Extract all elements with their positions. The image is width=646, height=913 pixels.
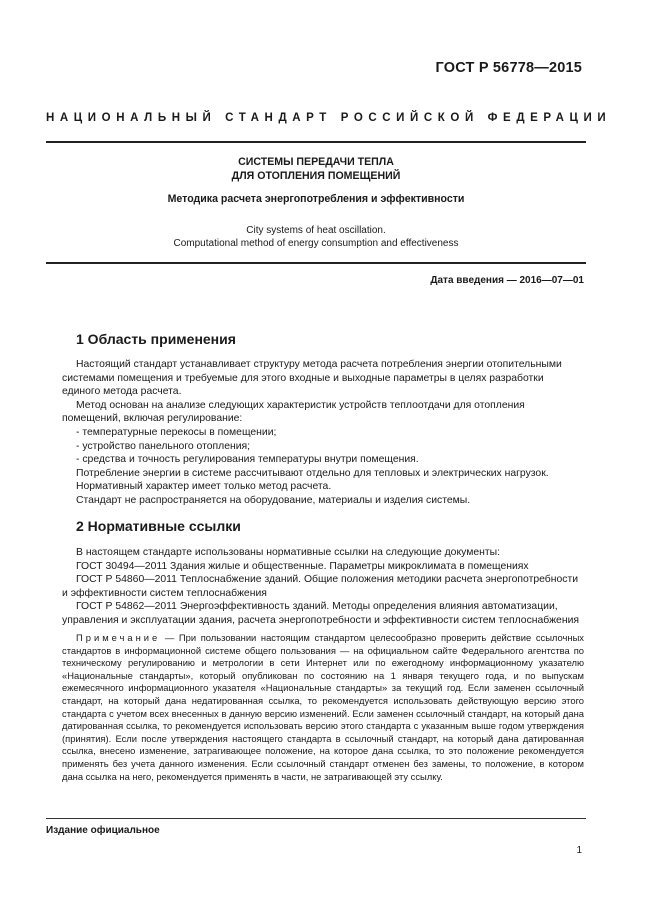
header-divider: [46, 141, 586, 143]
list-item: - устройство панельного отопления;: [76, 440, 251, 452]
note-text: — При пользовании настоящим стандартом целесообразно проверить действие ссылочных стандартов в информационной системе общего пользования — на официальном сайте Федерального агентства по техническому регулированию и метрологии в сети Интернет или по ежегодному информационному указателю «Национальные стандарты», который опубликован по состоянию на 1 января текущего года, и по выпускам ежемесячного информационного указателя «Национальные стандарты» за текущий год. Если заменен ссылочный стандарт, на который дана недатированная ссылка, то рекомендуется использовать действующую версию этого стандарта с учетом всех внесенных в данную версию изменений. Если заменен ссылочный стандарт, на который дана датированная ссылка, то рекомендуется использовать версию этого стандарта с указанным выше годом утверждения (принятия). Если после утверждения настоящего стандарта в ссылочный стандарт, на который дана датированная ссылка, внесено изменение, затрагивающее положение, на которое дана ссылка, то это положение рекомендуется применять без учета данного изменения. Если ссылочный стандарт отменен без замены, то положение, в котором дана ссылка на него, рекомендуется применять в части, не затрагивающей эту ссылку.: [62, 632, 584, 782]
section-1-heading: 1 Область применения: [76, 331, 236, 347]
list-item: - средства и точность регулирования температуры внутри помещения.: [76, 454, 419, 466]
document-title: [46, 155, 586, 183]
english-title-line-2: Computational method of energy consumption and effectiveness: [173, 238, 459, 249]
official-edition-label: Издание официальное: [46, 825, 160, 836]
note-label: Примечание: [76, 632, 161, 643]
list-item: - температурные перекосы в помещении;: [76, 426, 277, 438]
reference-entry: ГОСТ Р 54860—2011 Теплоснабжение зданий. Общие положения методики расчета энергопотребности и эффективности систем теплоснабжения: [62, 574, 579, 599]
document-subtitle: Методика расчета энергопотребления и эффективности: [167, 193, 465, 205]
paragraph: Метод основан на анализе следующих характеристик устройств теплоотдачи для отопления помещений, включая регулирование:: [62, 399, 525, 425]
section-2-body: [62, 546, 584, 628]
national-standard-title: НАЦИОНАЛЬНЫЙ СТАНДАРТ РОССИЙСКОЙ ФЕДЕРАЦИИ: [46, 112, 612, 124]
title-line-2: ДЛЯ ОТОПЛЕНИЯ ПОМЕЩЕНИЙ: [231, 170, 401, 182]
note-block: [62, 632, 584, 783]
title-line-1: СИСТЕМЫ ПЕРЕДАЧИ ТЕПЛА: [238, 156, 394, 168]
section-2-heading: 2 Нормативные ссылки: [76, 518, 241, 534]
footer-divider: [46, 818, 586, 819]
title-divider: [46, 262, 586, 264]
section-1-body: [62, 358, 584, 508]
paragraph: Стандарт не распространяется на оборудование, материалы и изделия системы.: [76, 494, 471, 506]
introduction-date: Дата введения — 2016—07—01: [430, 275, 584, 286]
reference-entry: ГОСТ Р 54862—2011 Энергоэффективность зданий. Методы определения влияния автоматизации, управления и эксплуатации здания, расчета энергопотребности и эффективности систем теплоснабжения: [62, 601, 580, 626]
english-title-line-1: City systems of heat oscillation.: [246, 225, 386, 236]
paragraph: Потребление энергии в системе рассчитывают отдельно для тепловых и электрических нагрузок.: [76, 467, 549, 479]
paragraph: Нормативный характер имеет только метод расчета.: [76, 481, 332, 493]
paragraph: В настоящем стандарте использованы нормативные ссылки на следующие документы:: [76, 547, 500, 558]
paragraph: Настоящий стандарт устанавливает структуру метода расчета потребления энергии отопительными системами помещения и требуемые для этого входные и выходные параметры в целях разработки единого метода расчета.: [62, 359, 562, 398]
english-title: [46, 224, 586, 250]
page-number: 1: [576, 845, 582, 856]
gost-identifier: ГОСТ Р 56778—2015: [435, 60, 582, 76]
reference-entry: ГОСТ 30494—2011 Здания жилые и общественные. Параметры микроклимата в помещениях: [76, 560, 529, 572]
